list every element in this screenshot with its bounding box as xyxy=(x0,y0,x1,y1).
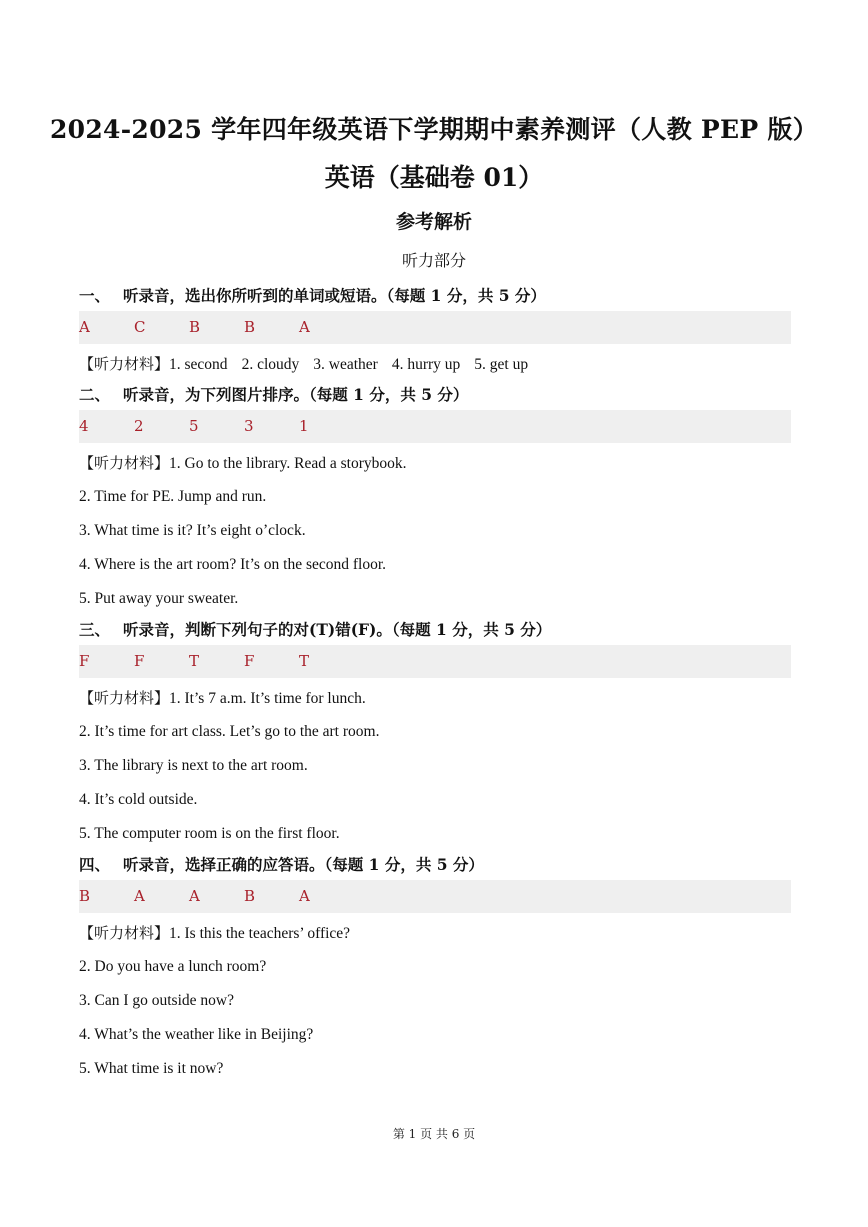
material-line: 4. Where is the art room? It’s on the second floor. xyxy=(79,556,387,573)
material-line: 2. Do you have a lunch room? xyxy=(79,958,267,975)
answer-key: T xyxy=(189,652,200,670)
material-tag: 【听力材料】 xyxy=(79,454,170,472)
listening-material xyxy=(79,681,791,715)
answer-key: 4 xyxy=(79,417,89,435)
answer-key: B xyxy=(244,318,256,336)
answer-row xyxy=(79,311,791,344)
material-line: 1. It’s 7 a.m. It’s time for lunch. xyxy=(169,690,366,707)
answer-key: T xyxy=(299,652,310,670)
section-number: 一、 xyxy=(79,286,111,305)
material-line: 1. Go to the library. Read a storybook. xyxy=(169,455,407,472)
section-1 xyxy=(79,282,791,381)
material-tag: 【听力材料】 xyxy=(79,689,170,707)
material-tag: 【听力材料】 xyxy=(79,924,170,942)
material-line: 3. What time is it? It’s eight o’clock. xyxy=(79,522,306,539)
material-line: 5. Put away your sweater. xyxy=(79,590,239,607)
answer-key: 2 xyxy=(134,417,144,435)
answer-key: B xyxy=(79,887,91,905)
material-line: 4. It’s cold outside. xyxy=(79,791,198,808)
material-line: 3. The library is next to the art room. xyxy=(79,757,308,774)
material-tag: 【听力材料】 xyxy=(79,355,170,373)
material-line: 2. It’s time for art class. Let’s go to the art room. xyxy=(79,723,380,740)
answer-key: B xyxy=(189,318,201,336)
answer-key: A xyxy=(134,887,145,905)
material-line: 3. Can I go outside now? xyxy=(79,992,234,1009)
answer-key: F xyxy=(79,652,90,670)
answer-key: A xyxy=(299,318,310,336)
section-3 xyxy=(79,616,791,851)
part-heading: 听力部分 xyxy=(401,251,466,270)
answer-key: 1 xyxy=(299,417,309,435)
answer-content xyxy=(79,282,791,1086)
listening-material xyxy=(79,347,791,381)
section-heading xyxy=(79,616,791,643)
answer-key: 3 xyxy=(244,417,254,435)
answer-key: 5 xyxy=(189,417,199,435)
section-heading xyxy=(79,851,791,878)
material-line: 1. Is this the teachers’ office? xyxy=(169,925,351,942)
section-heading-text: 听录音，选择正确的应答语。（每题 1 分，共 5 分） xyxy=(123,855,484,874)
answer-key: C xyxy=(134,318,146,336)
material-line: 5. The computer room is on the first floor. xyxy=(79,825,340,842)
material-item: 1. second xyxy=(169,356,228,373)
material-line: 4. What’s the weather like in Beijing? xyxy=(79,1026,314,1043)
material-item: 3. weather xyxy=(313,356,378,373)
page-footer: 第 1 页 共 6 页 xyxy=(392,1127,476,1141)
section-heading xyxy=(79,381,791,408)
listening-material xyxy=(79,446,791,480)
material-line: 5. What time is it now? xyxy=(79,1060,224,1077)
material-item: 4. hurry up xyxy=(391,356,461,373)
answer-key: F xyxy=(244,652,255,670)
section-number: 四、 xyxy=(79,855,111,874)
page-subtitle: 参考解析 xyxy=(395,211,472,233)
page-title-line2: 英语（基础卷 01） xyxy=(324,163,544,192)
answer-row xyxy=(79,645,791,678)
material-item: 2. cloudy xyxy=(241,356,300,373)
answer-key: A xyxy=(299,887,310,905)
section-number: 三、 xyxy=(79,620,111,639)
listening-material xyxy=(79,916,791,950)
answer-key: B xyxy=(244,887,256,905)
section-4 xyxy=(79,851,791,1086)
section-heading xyxy=(79,282,791,309)
section-2 xyxy=(79,381,791,616)
answer-row xyxy=(79,410,791,443)
answer-key: A xyxy=(189,887,200,905)
material-line: 2. Time for PE. Jump and run. xyxy=(79,488,267,505)
section-heading-text: 听录音，为下列图片排序。（每题 1 分，共 5 分） xyxy=(123,385,469,404)
answer-row xyxy=(79,880,791,913)
material-item: 5. get up xyxy=(474,356,529,373)
answer-key: F xyxy=(134,652,145,670)
answer-key: A xyxy=(79,318,90,336)
section-heading-text: 听录音，判断下列句子的对(T)错(F)。（每题 1 分，共 5 分） xyxy=(123,620,552,639)
section-heading-text: 听录音，选出你所听到的单词或短语。（每题 1 分，共 5 分） xyxy=(123,286,546,305)
page-title: 2024-2025 学年四年级英语下学期期中素养测评（人教 PEP 版） xyxy=(49,115,819,144)
section-number: 二、 xyxy=(79,385,111,404)
